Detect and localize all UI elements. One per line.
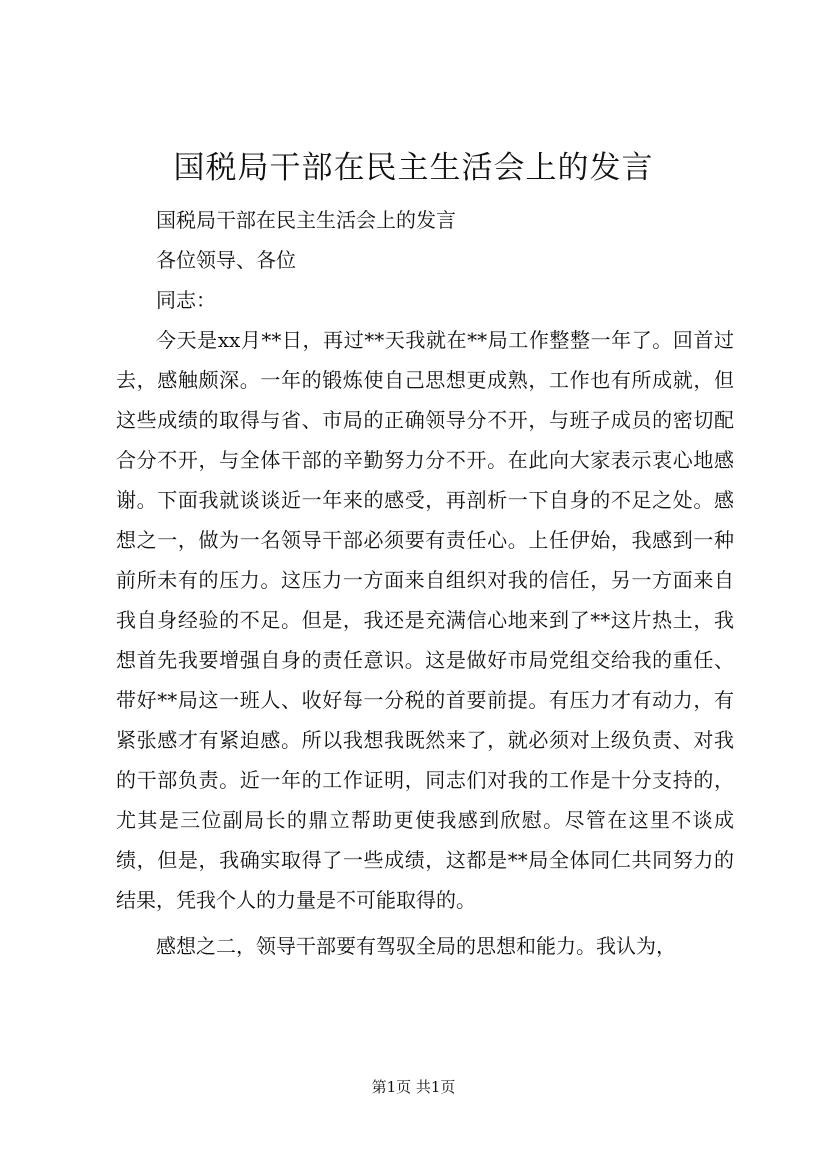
body-paragraph-2: 感想之二，领导干部要有驾驭全局的思想和能力。我认为， [156, 934, 676, 958]
document-body [116, 200, 734, 966]
subtitle-line: 国税局干部在民主生活会上的发言 [156, 208, 456, 232]
body-paragraph-1: 今天是xx月**日，再过**天我就在**局工作整整一年了。回首过去，感触颇深。一年的锻炼使自己思想更成熟，工作也有所成就，但这些成绩的取得与省、市局的正确领导分不开，与班子成员的密切配合分不开，与全体干部的辛勤努力分不开。在此向大家表示衷心地感谢。下面我就谈谈近一年来的感受，再剖析一下自身的不足之处。感想之一，做为一名领导干部必须要有责任心。上任伊始，我感到一种前所未有的压力。这压力一方面来自组织对我的信任，另一方面来自我自身经验的不足。但是，我还是充满信心地来到了**这片热土，我想首先我要增强自身的责任意识。这是做好市局党组交给我的重任、带好**局这一班人、收好每一分税的首要前提。有压力才有动力，有紧张感才有紧迫感。所以我想我既然来了，就必须对上级负责、对我的干部负责。近一年的工作证明，同志们对我的工作是十分支持的，尤其是三位副局长的鼎立帮助更使我感到欣慰。尽管在这里不谈成绩，但是，我确实取得了一些成绩，这都是**局全体同仁共同努力的结果，凭我个人的力量是不可能取得的。 [116, 328, 734, 912]
document-title: 国税局干部在民主生活会上的发言 [173, 150, 654, 186]
salutation-line-2: 同志： [156, 288, 216, 312]
salutation-line-1: 各位领导、各位 [156, 248, 296, 272]
page-footer: 第1页 共1页 [371, 1078, 456, 1096]
